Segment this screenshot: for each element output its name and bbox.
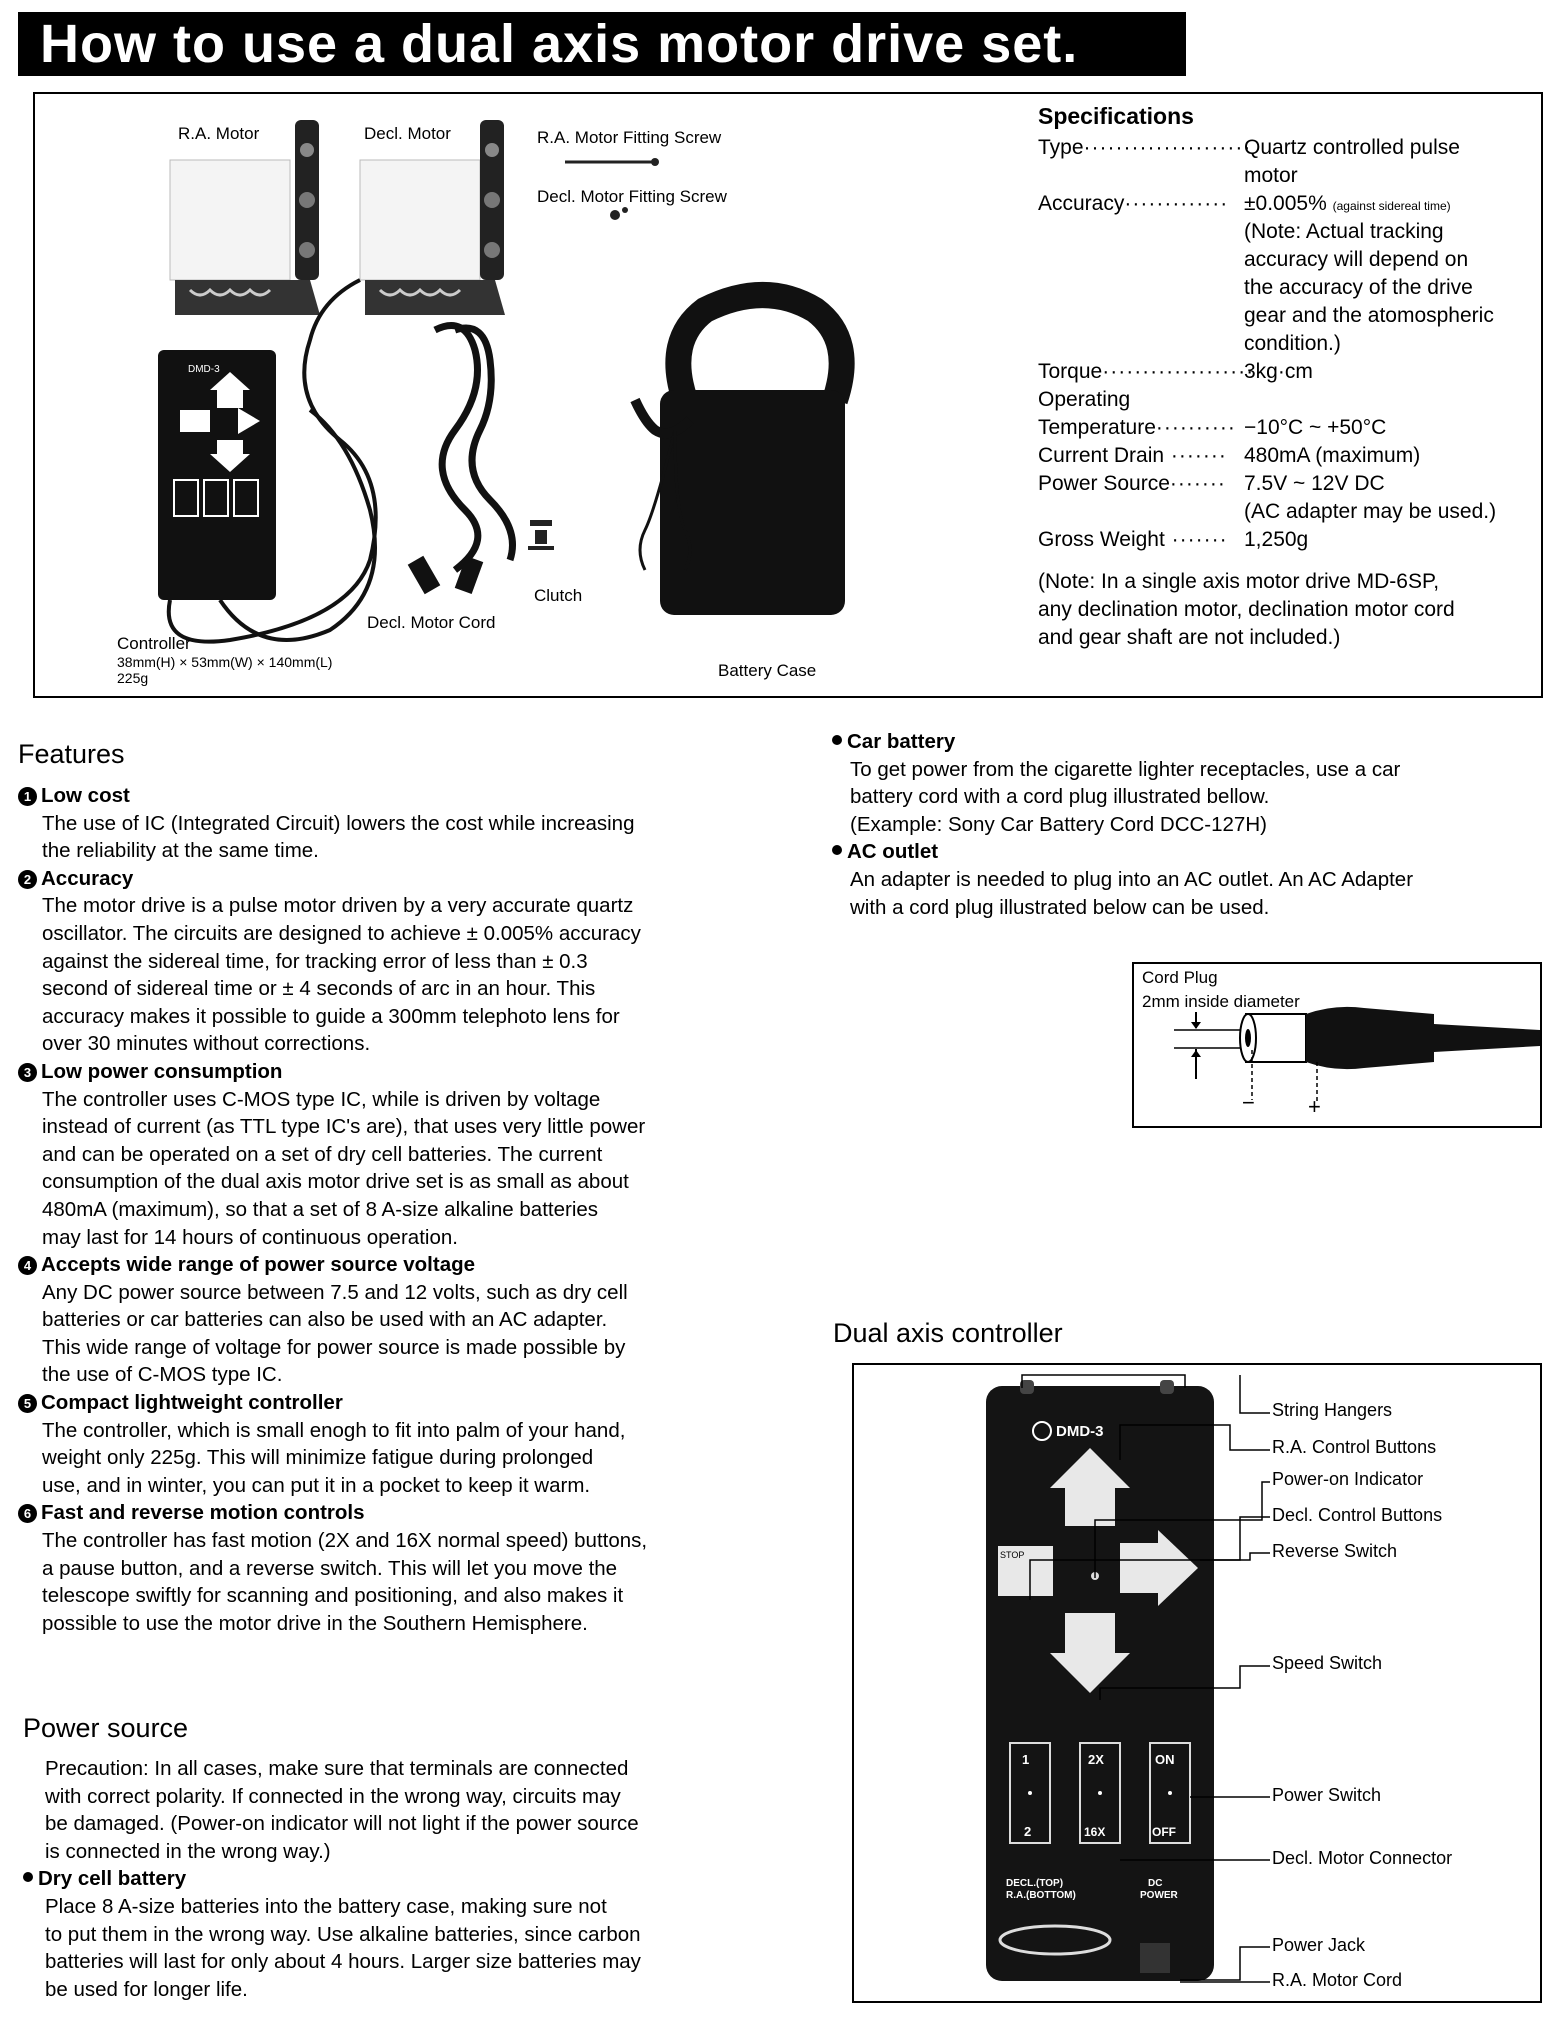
svg-text:R.A.(BOTTOM): R.A.(BOTTOM) [1006,1890,1076,1901]
feature-line: batteries or car batteries can also be used with an AC adapter. [42,1308,608,1332]
feature-line: Any DC power source between 7.5 and 12 volts, such as dry cell [42,1280,628,1304]
controller-label: Controller [117,634,191,653]
spec-temperature-label: Temperature [1038,416,1156,439]
specs-table: Type····················· Quartz controlled pulse motor Accuracy············· ±0.005% (against sidereal time) (Note: Actual tracking accuracy will depend on the accuracy of the drive gear and the atomospheric condition.) Torque··················· 3kg·cm Operating Temperature·········· −10°C ~ +50°C Current Drain ······· 480mA (maximum) Power Source······· 7.5V ~ 12V DC (AC adapter may be used.) Gross Weight ······· 1,250g (Note: In a single axis motor drive MD-6SP, any declination motor, declination motor cord and gear shaft are not included.) [1038,134,1528,654]
ra-motor-image [170,120,320,315]
car-battery-line: To get power from the cigarette lighter receptacles, use a car [850,757,1401,781]
feature-line: The controller uses C-MOS type IC, while is driven by voltage [42,1087,601,1111]
feature-line: consumption of the dual axis motor drive set is as small as about [42,1170,629,1194]
feature-item [18,1251,738,1389]
spec-torque-label: Torque [1038,360,1103,383]
feature-item [18,782,738,865]
decl-motor-cord-image [408,326,513,595]
power-indicator-icon [1091,1572,1099,1580]
spec-footnote-1: any declination motor, declination motor cord [1038,598,1455,621]
decl-screw-label: Decl. Motor Fitting Screw [537,187,727,206]
clutch-label: Clutch [534,586,583,605]
power-jack [1140,1943,1170,1973]
svg-text:16X: 16X [1084,1825,1106,1839]
precaution-line: with correct polarity. If connected in the wrong way, circuits may [45,1784,621,1808]
feature-number: 4 [18,1256,37,1275]
controller-image [158,280,376,642]
dry-cell-title: Dry cell battery [38,1867,187,1891]
battery-case-image [635,295,845,615]
decl-motor-label: Decl. Motor [364,124,451,143]
feature-line: a pause button, and a reverse switch. This will let you move the [42,1556,618,1580]
label-string-hangers: String Hangers [1272,1400,1393,1420]
feature-title: Low cost [41,784,130,807]
car-battery-line: battery cord with a cord plug illustrated bellow. [850,785,1270,809]
bullet-icon [832,845,842,855]
feature-title: Compact lightweight controller [41,1391,343,1415]
feature-line: the reliability at the same time. [42,839,319,863]
features-heading: Features [18,739,125,769]
clutch-image [528,520,554,550]
cord-plug-diagram [1132,962,1542,1128]
car-battery-line: (Example: Sony Car Battery Cord DCC-127H) [850,812,1267,836]
feature-number: 3 [18,1063,37,1082]
power-source-heading: Power source [23,1713,189,1743]
feature-line: against the sidereal time, for tracking error of less than ± 0.3 [42,949,588,973]
spec-type-label: Type [1038,136,1084,159]
right-power-options [832,728,1552,921]
spec-accuracy-small-note: (against sidereal time) [1332,199,1451,213]
svg-text:1: 1 [1022,1752,1030,1767]
label-power-switch: Power Switch [1272,1785,1382,1805]
svg-text:ON: ON [1155,1752,1175,1767]
spec-accuracy-value: ±0.005% [1244,192,1327,215]
ra-motor-label: R.A. Motor [178,124,260,143]
feature-line: second of sidereal time or ± 4 seconds of arc in an hour. This [42,977,596,1001]
cord-plug-label: Cord Plug [1142,968,1218,987]
feature-line: accuracy makes it possible to guide a 300mm telephoto lens for [42,1004,620,1028]
spec-accuracy-note-4: condition.) [1244,332,1341,355]
feature-item [18,1058,738,1251]
feature-line: and can be operated on a set of dry cell batteries. The current [42,1142,603,1166]
decl-motor-image [360,120,505,315]
feature-number: 5 [18,1394,37,1413]
controller-drawing [980,1378,1220,1998]
controller-heading: Dual axis controller [833,1318,1063,1348]
bullet-icon [832,735,842,745]
car-battery-title: Car battery [847,730,956,753]
spec-accuracy-note-2: the accuracy of the drive [1244,276,1473,299]
ac-outlet-line: An adapter is needed to plug into an AC outlet. An AC Adapter [850,867,1414,891]
controller-dims: 38mm(H) × 53mm(W) × 140mm(L) [117,654,333,670]
battery-case-label: Battery Case [718,661,817,680]
spec-footnote-0: (Note: In a single axis motor drive MD-6SP, [1038,570,1440,593]
spec-weight-label: Gross Weight [1038,528,1165,551]
spec-current-value: 480mA (maximum) [1244,444,1421,467]
feature-line: The use of IC (Integrated Circuit) lowers the cost while increasing [42,811,635,835]
spec-weight-value: 1,250g [1244,528,1309,551]
panel-badge: DMD-3 [1056,1423,1104,1440]
feature-item [18,1389,738,1499]
dry-cell-line: batteries will last for only about 4 hours. Larger size batteries may [45,1950,641,1974]
svg-text:DC: DC [1148,1878,1163,1889]
controller-weight: 225g [117,670,149,686]
feature-line: possible to use the motor drive in the Southern Hemisphere. [42,1611,588,1635]
svg-text:2X: 2X [1088,1752,1104,1767]
label-power-jack: Power Jack [1272,1935,1366,1955]
cord-plug-drawing [1134,964,1540,1126]
ac-outlet-title: AC outlet [847,840,939,864]
spec-footnote-2: and gear shaft are not included.) [1038,626,1341,649]
spec-power-note: (AC adapter may be used.) [1244,500,1497,523]
label-reverse-switch: Reverse Switch [1272,1541,1398,1561]
spec-accuracy-note-1: accuracy will depend on [1244,248,1469,271]
plug-plus: + [1308,1094,1321,1119]
svg-text:STOP: STOP [1000,1550,1025,1560]
feature-line: oscillator. The circuits are designed to achieve ± 0.005% accuracy [42,921,641,945]
ac-outlet-line: with a cord plug illustrated below can be used. [850,895,1270,919]
feature-title: Accepts wide range of power source voltage [41,1253,476,1277]
svg-text:POWER: POWER [1140,1890,1178,1901]
feature-title: Low power consumption [41,1059,283,1083]
label-decl-control-buttons: Decl. Control Buttons [1272,1505,1443,1525]
spec-temperature-value: −10°C ~ +50°C [1244,416,1387,439]
label-speed-switch: Speed Switch [1272,1653,1383,1673]
dry-cell-line: to put them in the wrong way. Use alkaline batteries, since carbon [45,1922,641,1946]
feature-title: Accuracy [41,866,134,890]
plug-minus: − [1242,1090,1255,1115]
feature-line: The motor drive is a pulse motor driven by a very accurate quartz [42,894,634,918]
feature-line: 480mA (maximum), so that a set of 8 A-size alkaline batteries [42,1197,599,1221]
feature-title: Fast and reverse motion controls [41,1501,365,1525]
feature-item [18,1499,738,1637]
specs-title: Specifications [1038,103,1194,129]
label-decl-motor-connector: Decl. Motor Connector [1272,1848,1453,1868]
ra-screw-label: R.A. Motor Fitting Screw [537,128,722,147]
label-ra-motor-cord: R.A. Motor Cord [1272,1970,1403,1990]
page-title: How to use a dual axis motor drive set. [18,12,1186,76]
spec-current-label: Current Drain [1038,444,1165,467]
feature-line: weight only 225g. This will minimize fatigue during prolonged [42,1446,594,1470]
svg-text:OFF: OFF [1152,1825,1176,1839]
feature-number: 1 [18,787,37,806]
feature-line: instead of current (as TTL type IC's are), that uses very little power [42,1115,646,1139]
precaution-line: is connected in the wrong way.) [45,1839,331,1863]
cord-plug-diameter: 2mm inside diameter [1142,992,1300,1011]
feature-item [18,865,738,1058]
spec-accuracy-note-3: gear and the atomospheric [1244,304,1494,327]
feature-line: The controller, which is small enogh to fit into palm of your hand, [42,1418,626,1442]
spec-type-value-2: motor [1244,164,1298,187]
precaution-line: be damaged. (Power-on indicator will not light if the power source [45,1812,639,1836]
power-source-body [23,1755,743,2003]
feature-line: This wide range of voltage for power source is made possible by [42,1335,626,1359]
spec-operating-label: Operating [1038,388,1131,411]
spec-type-value-1: Quartz controlled pulse [1244,136,1460,159]
label-ra-control-buttons: R.A. Control Buttons [1272,1437,1437,1457]
svg-text:DECL.(TOP): DECL.(TOP) [1006,1878,1064,1889]
dry-cell-line: Place 8 A-size batteries into the battery case, making sure not [45,1894,607,1918]
feature-line: use, and in winter, you can put it in a pocket to keep it warm. [42,1473,591,1497]
feature-number: 6 [18,1504,37,1523]
spec-accuracy-label: Accuracy [1038,192,1125,215]
precaution-line: Precaution: In all cases, make sure that terminals are connected [45,1757,629,1780]
controller-photo-badge: DMD-3 [188,364,220,375]
svg-text:2: 2 [1024,1824,1032,1839]
spec-torque-value: 3kg·cm [1244,360,1313,383]
spec-power-value: 7.5V ~ 12V DC [1244,472,1385,495]
feature-line: telescope swiftly for scanning and positioning, and also makes it [42,1584,624,1608]
feature-line: the use of C-MOS type IC. [42,1363,283,1387]
feature-line: The controller has fast motion (2X and 16X normal speed) buttons, [42,1529,648,1553]
bullet-icon [23,1872,33,1882]
decl-cord-label: Decl. Motor Cord [367,613,496,632]
feature-number: 2 [18,870,37,889]
label-power-on-indicator: Power-on Indicator [1272,1469,1424,1489]
features-list [18,782,738,1637]
feature-line: may last for 14 hours of continuous operation. [42,1225,458,1249]
feature-line: over 30 minutes without corrections. [42,1032,371,1056]
dry-cell-line: be used for longer life. [45,1977,248,2001]
spec-power-label: Power Source [1038,472,1170,495]
spec-accuracy-note-0: (Note: Actual tracking [1244,220,1444,243]
